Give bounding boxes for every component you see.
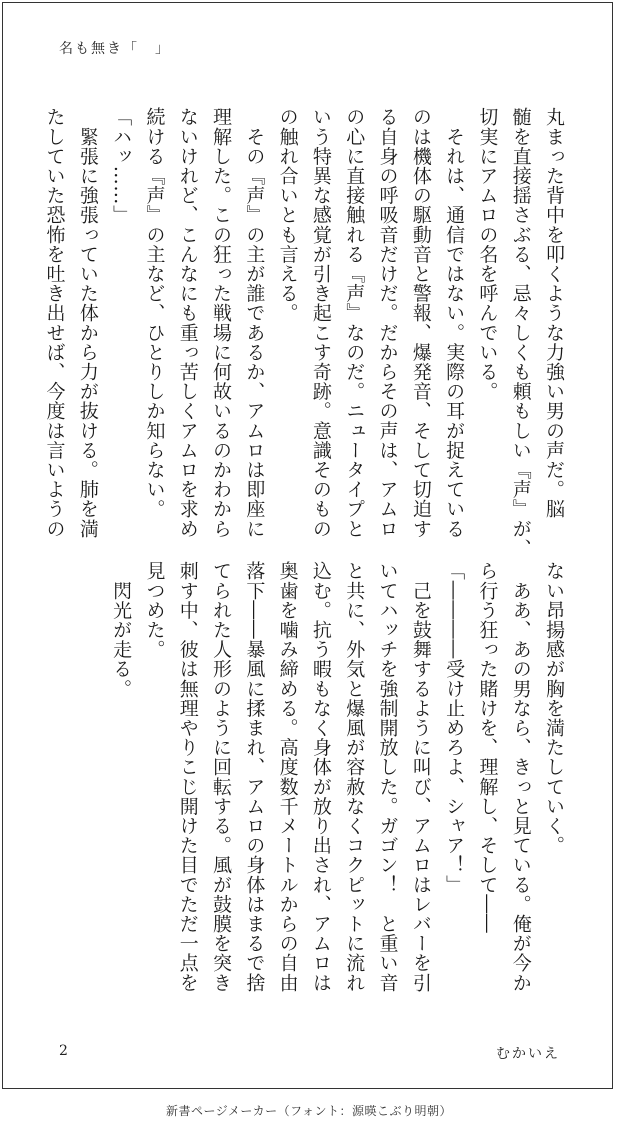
text-column: 理解した。この狂った戦場に何故いるのかわから xyxy=(210,107,233,539)
text-column: ないけれど、こんなにも重っ苦しくアムロを求め xyxy=(176,107,199,539)
text-column: たしていた恐怖を吐き出せば、今度は言いようの xyxy=(43,107,66,539)
text-column: てられた人形のように回転する。風が鼓膜を突き xyxy=(210,561,233,993)
text-column: 「――――受け止めろよ、シャア！」 xyxy=(443,561,466,895)
generator-credit: 新書ページメーカー（フォント：源暎こぶり明朝） xyxy=(165,1104,453,1118)
text-column: る自身の呼吸音だけだ。だからその声は、アムロ xyxy=(376,107,399,539)
text-column: の心に直接触れる『声』なのだ。ニュータイプと xyxy=(343,107,366,539)
text-column: 緊張に強張っていた体から力が抜ける。肺を満 xyxy=(76,107,99,539)
text-column: 込む。抗う暇もなく身体が放り出され、アムロは xyxy=(309,561,332,993)
text-column: 切実にアムロの名を呼んでいる。 xyxy=(476,107,499,401)
chapter-title: 名も無き「 」 xyxy=(59,41,171,57)
page-number: 2 xyxy=(59,1043,68,1059)
text-column: 見つめた。 xyxy=(143,561,166,659)
text-block-top xyxy=(43,107,570,558)
text-column: 丸まった背中を叩くような力強い男の声だ。脳 xyxy=(543,107,565,519)
text-column: 奥歯を噛み締める。高度数千メートルからの自由 xyxy=(276,561,299,993)
text-column: 髄を直接揺さぶる、忌々しくも頼もしい『声』が、 xyxy=(509,107,532,558)
text-column: 続ける『声』の主など、ひとりしか知らない。 xyxy=(143,107,166,519)
text-column: ああ、あの男なら、きっと見ている。俺が今か xyxy=(509,561,532,993)
text-column: いう特異な感覚が引き起こす奇跡。意識そのもの xyxy=(309,107,332,539)
text-column: ら行う狂った賭けを、理解し、そして―― xyxy=(476,561,499,934)
text-column: 「ハッ……」 xyxy=(110,107,133,225)
text-column: 落下――暴風に揉まれ、アムロの身体はまるで捨 xyxy=(243,561,266,993)
text-column: のは機体の駆動音と警報、爆発音、そして切迫す xyxy=(409,107,432,539)
text-column: その『声』の主が誰であるか、アムロは即座に xyxy=(243,107,266,539)
text-column: 刺す中、彼は無理やりこじ開けた目でただ一点を xyxy=(176,561,199,993)
text-column: 閃光が走る。 xyxy=(110,561,133,699)
text-column: と共に、外気と爆風が容赦なくコクピットに流れ xyxy=(343,561,366,993)
author-name: むかいえ xyxy=(496,1046,560,1062)
text-column: いてハッチを強制開放した。ガゴン！ と重い音 xyxy=(376,561,399,993)
text-column: それは、通信ではない。実際の耳が捉えている xyxy=(443,107,466,539)
text-block-bottom xyxy=(50,561,570,1001)
text-column: 己を鼓舞するように叫び、アムロはレバーを引 xyxy=(409,561,432,993)
text-column: ない昂揚感が胸を満たしていく。 xyxy=(543,561,565,855)
text-column: の触れ合いとも言える。 xyxy=(276,107,299,323)
page-frame xyxy=(2,2,613,1089)
